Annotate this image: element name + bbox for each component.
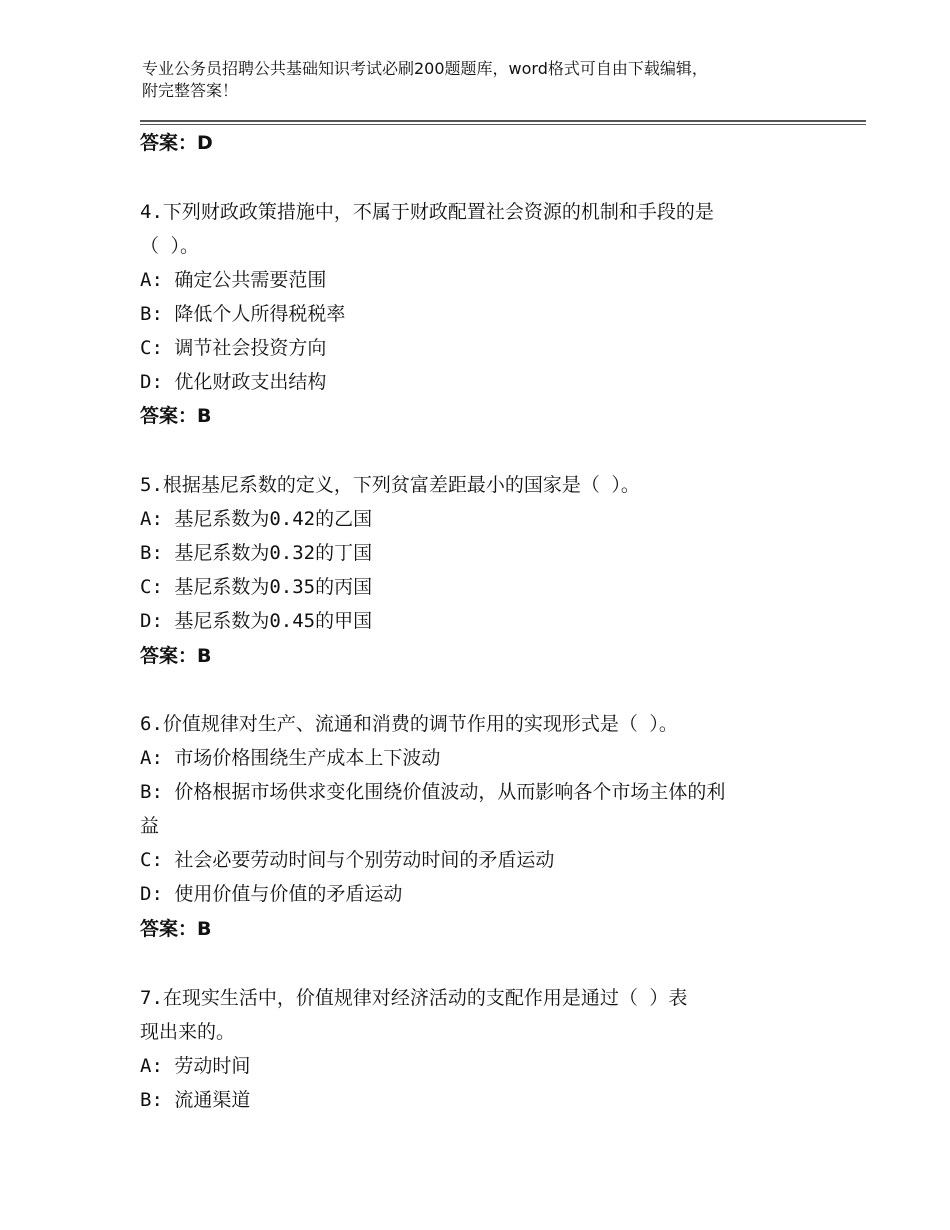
question-6-option-c: C: 社会必要劳动时间与个别劳动时间的矛盾运动 (140, 849, 555, 871)
answer-q5: 答案：B (140, 645, 212, 667)
question-4-option-a: A: 确定公共需要范围 (140, 269, 327, 291)
question-6-option-b: B: 价格根据市场供求变化围绕价值波动，从而影响各个市场主体的利 (140, 781, 726, 803)
question-5-option-a: A: 基尼系数为0.42的乙国 (140, 508, 373, 530)
question-4-stem-line-2: （ ）。 (140, 235, 199, 257)
question-5-option-c: C: 基尼系数为0.35的丙国 (140, 576, 373, 598)
header-line-1: 专业公务员招聘公共基础知识考试必刷200题题库，word格式可自由下载编辑， (142, 59, 708, 78)
question-4-option-c: C: 调节社会投资方向 (140, 337, 327, 359)
header-divider-thin (140, 124, 866, 125)
question-6-option-d: D: 使用价值与价值的矛盾运动 (140, 883, 403, 905)
question-7-stem-line-2: 现出来的。 (140, 1021, 236, 1043)
question-4-option-b: B: 降低个人所得税税率 (140, 303, 346, 325)
question-4-stem-line-1: 4.下列财政政策措施中，不属于财政配置社会资源的机制和手段的是 (140, 201, 714, 223)
answer-q3: 答案：D (140, 132, 213, 154)
question-5-option-b: B: 基尼系数为0.32的丁国 (140, 542, 373, 564)
answer-q6: 答案：B (140, 918, 212, 940)
question-7-stem-line-1: 7.在现实生活中，价值规律对经济活动的支配作用是通过（ ）表 (140, 987, 688, 1009)
answer-q4: 答案：B (140, 405, 212, 427)
question-5-option-d: D: 基尼系数为0.45的甲国 (140, 610, 373, 632)
question-6-option-a: A: 市场价格围绕生产成本上下波动 (140, 747, 441, 769)
question-5-stem-line-1: 5.根据基尼系数的定义，下列贫富差距最小的国家是（ ）。 (140, 474, 640, 496)
header-line-2: 附完整答案！ (142, 81, 239, 100)
question-4-option-d: D: 优化财政支出结构 (140, 371, 327, 393)
question-7-option-a: A: 劳动时间 (140, 1055, 251, 1077)
page-header (142, 58, 822, 102)
question-7-option-b: B: 流通渠道 (140, 1089, 251, 1111)
question-6-option-b-continued: 益 (140, 815, 160, 837)
question-6-stem-line-1: 6.价值规律对生产、流通和消费的调节作用的实现形式是（ ）。 (140, 713, 678, 735)
header-divider-thick (140, 120, 866, 122)
